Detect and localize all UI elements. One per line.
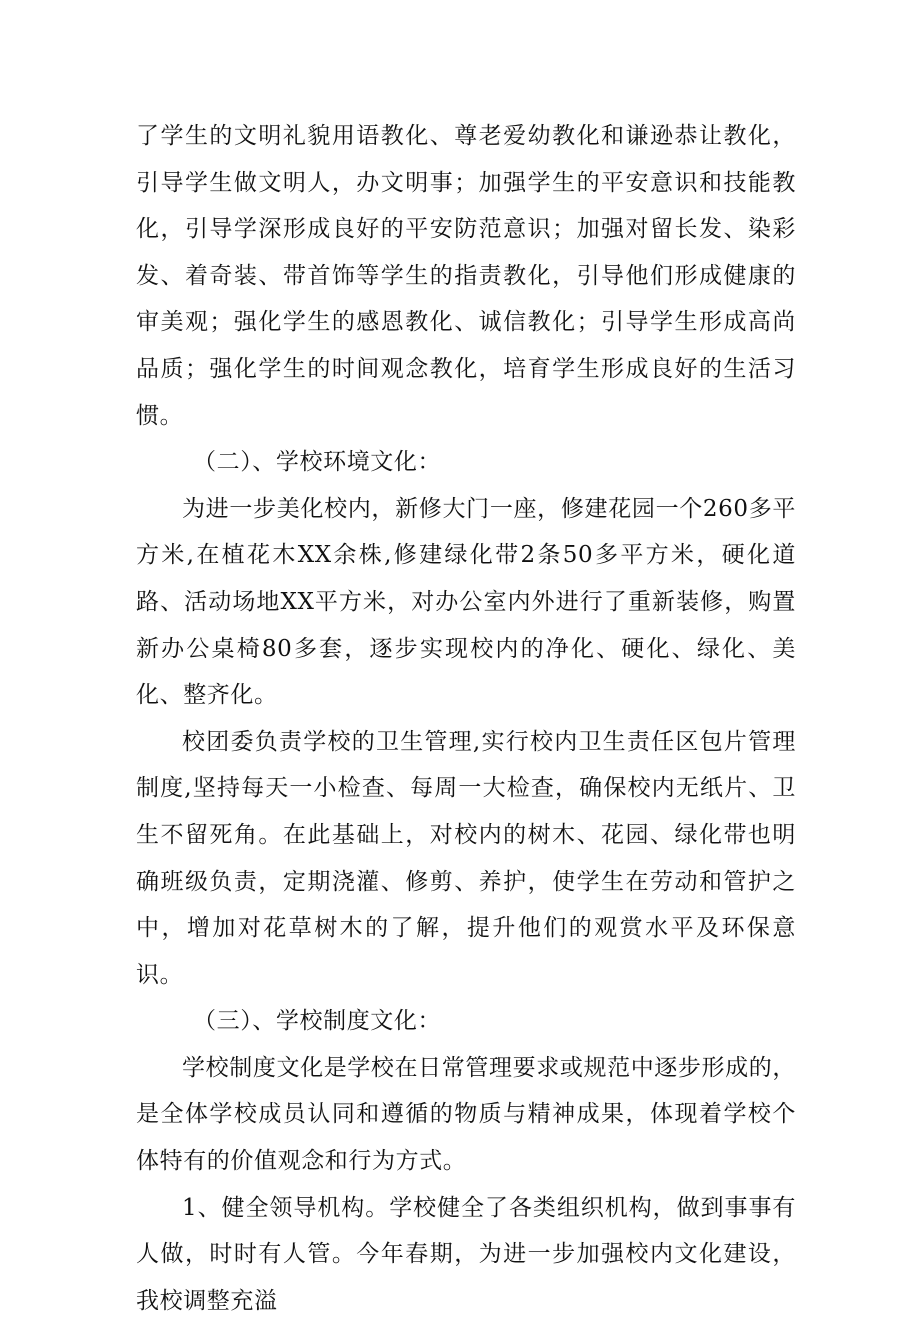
- paragraph-campus-beautification: 为进一步美化校内，新修大门一座，修建花园一个260多平方米,在植花木XX余株,修建绿化带2条50多平方米，硬化道路、活动场地XX平方米，对办公室内外进行了重新装修，购置新办公桌椅80多套，逐步实现校内的净化、硬化、绿化、美化、整齐化。: [136, 495, 796, 709]
- paragraph-hygiene-management: 校团委负责学校的卫生管理,实行校内卫生责任区包片管理制度,坚持每天一小检查、每周一大检查，确保校内无纸片、卫生不留死角。在此基础上，对校内的树木、花园、绿化带也明确班级负责，定期浇灌、修剪、养护，使学生在劳动和管护之中，增加对花草树木的了解，提升他们的观赏水平及环保意识。: [136, 728, 796, 988]
- document-body: [136, 113, 796, 1324]
- paragraph-institution-culture: 学校制度文化是学校在日常管理要求或规范中逐步形成的，是全体学校成员认同和遵循的物质与精神成果，体现着学校个体特有的价值观念和行为方式。: [136, 1054, 796, 1175]
- section-heading-environment: （二）、学校环境文化：: [193, 449, 442, 476]
- section-heading-institution: （三）、学校制度文化：: [193, 1008, 442, 1035]
- paragraph-leadership-structure: 1、健全领导机构。学校健全了各类组织机构，做到事事有人做，时时有人管。今年春期，为进一步加强校内文化建设，我校调整充溢: [136, 1194, 796, 1314]
- paragraph-student-education: 了学生的文明礼貌用语教化、尊老爱幼教化和谦逊恭让教化，引导学生做文明人，办文明事；加强学生的平安意识和技能教化，引导学深形成良好的平安防范意识；加强对留长发、染彩发、着奇装、带首饰等学生的指责教化，引导他们形成健康的审美观；强化学生的感恩教化、诚信教化；引导学生形成高尚品质；强化学生的时间观念教化，培育学生形成良好的生活习惯。: [136, 123, 796, 429]
